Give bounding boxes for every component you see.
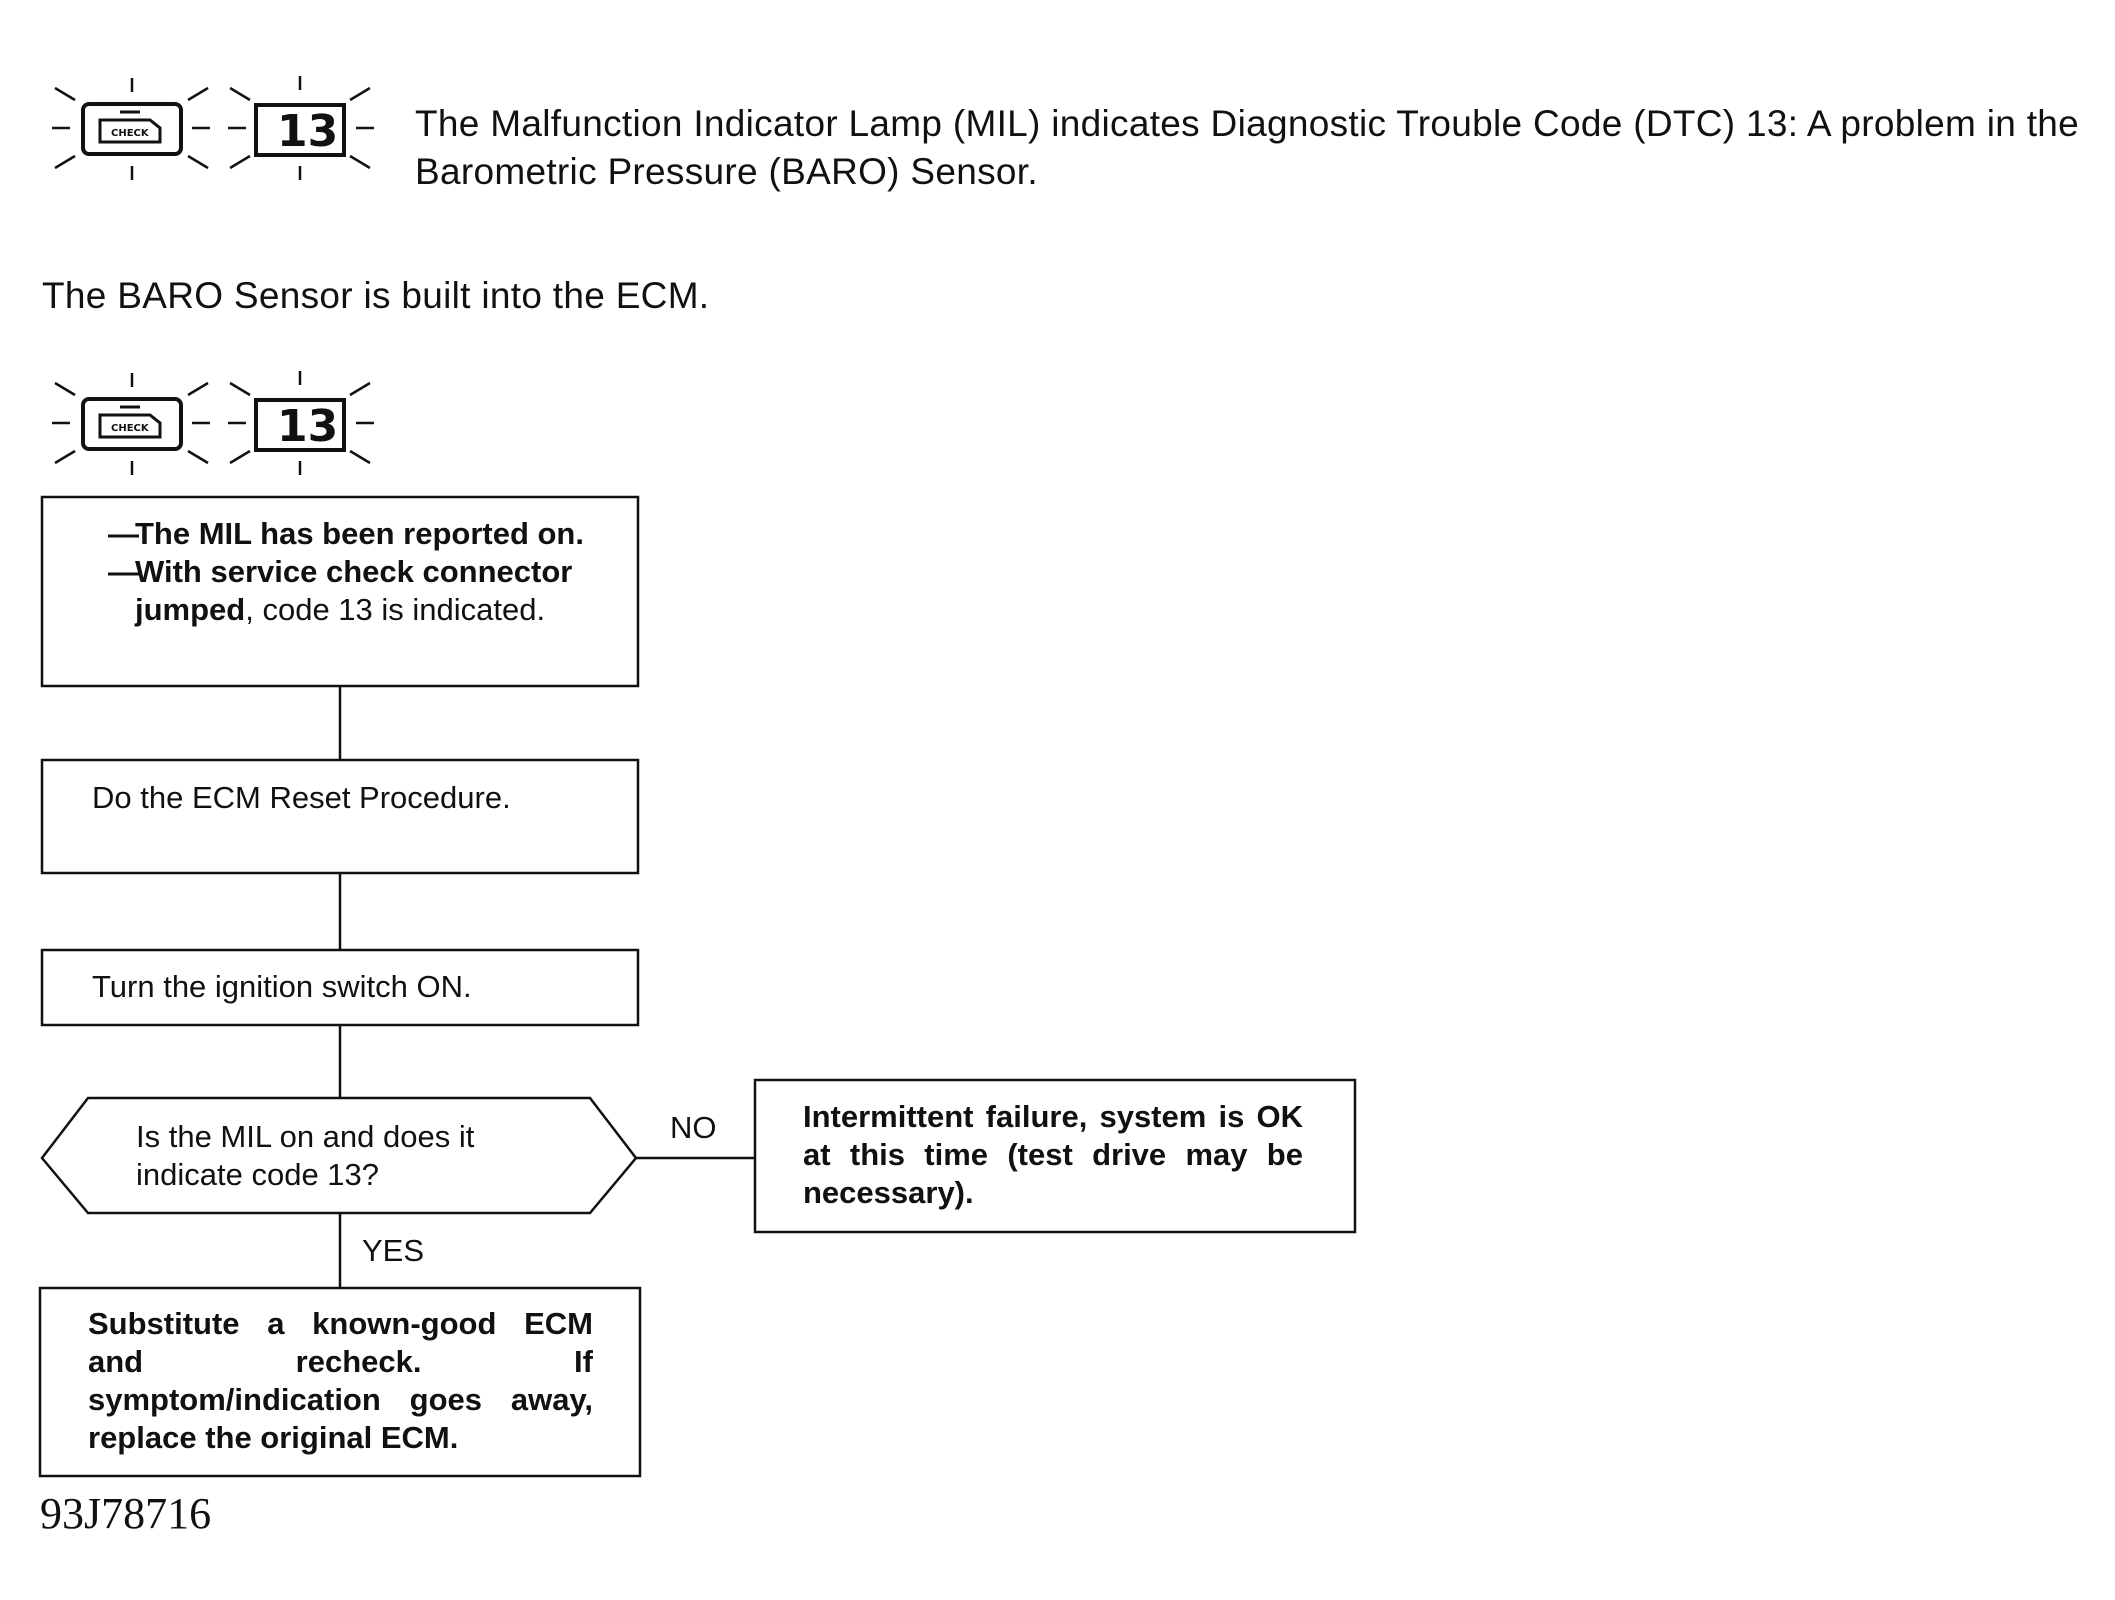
yes-label: YES bbox=[362, 1233, 425, 1268]
intro-text: The Malfunction Indicator Lamp (MIL) indicates Diagnostic Trouble Code (DTC) 13: A problem in the Barometric Pressure (BARO) Sensor. bbox=[415, 103, 2080, 192]
no-label: NO bbox=[670, 1110, 717, 1145]
conditions-text bbox=[108, 515, 628, 629]
code-13-label: 13 bbox=[277, 106, 339, 157]
check-engine-lamp-icon bbox=[52, 78, 210, 180]
condition-mil-reported: The MIL has been reported on. bbox=[135, 516, 584, 551]
check-engine-lamp-label: CHECK bbox=[111, 423, 149, 434]
code-13-lamp-icon bbox=[228, 371, 374, 475]
check-engine-lamp-icon bbox=[52, 373, 210, 475]
check-engine-lamp-label: CHECK bbox=[111, 128, 149, 139]
yes-result-text: Substitute a known-good ECM and recheck. If symptom/indication goes away, replace the original ECM. bbox=[88, 1306, 593, 1455]
ignition-step-text: Turn the ignition switch ON. bbox=[92, 969, 472, 1004]
baro-sensor-note: The BARO Sensor is built into the ECM. bbox=[42, 275, 710, 316]
document-id: 93J78716 bbox=[40, 1489, 212, 1538]
flowchart-icons bbox=[52, 371, 374, 475]
code-13-label: 13 bbox=[277, 401, 339, 452]
no-result-text: Intermittent failure, system is OK at this time (test drive may be necessary). bbox=[803, 1099, 1303, 1210]
condition-connector-jumped: With service check connector bbox=[135, 554, 573, 589]
condition-item: — With service check connector bbox=[108, 554, 573, 589]
decision-text: Is the MIL on and does it indicate code 13? bbox=[136, 1119, 475, 1192]
header-icons bbox=[52, 76, 374, 180]
code-13-lamp-icon bbox=[228, 76, 374, 180]
condition-item: — The MIL has been reported on. bbox=[108, 516, 584, 551]
condition-item-continuation: jumped, code 13 is indicated. bbox=[135, 592, 546, 627]
reset-step-text: Do the ECM Reset Procedure. bbox=[92, 780, 511, 815]
